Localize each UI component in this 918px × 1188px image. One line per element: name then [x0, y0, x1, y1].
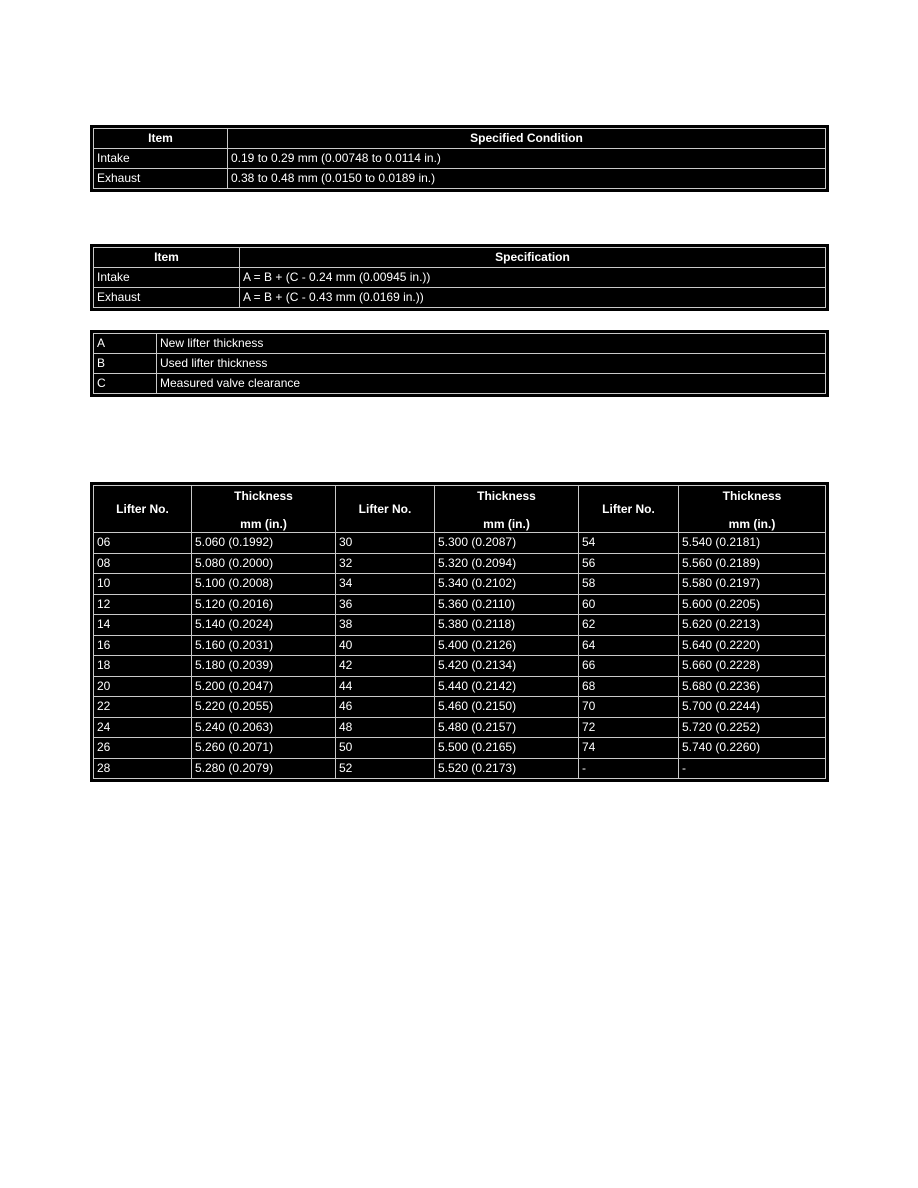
lifter-formula-table: [90, 244, 829, 311]
table-row: [94, 717, 826, 738]
column-header-lifter-no: Lifter No.: [579, 486, 679, 533]
formula-legend-table: [90, 330, 829, 397]
table-cell: A: [94, 334, 157, 354]
thickness-cell: 5.140 (0.2024): [192, 615, 336, 636]
table-cell: Exhaust: [94, 288, 240, 308]
lifter-no-cell: 42: [336, 656, 435, 677]
table-row: [94, 288, 826, 308]
lifter-no-cell: 26: [94, 738, 192, 759]
thickness-cell: -: [679, 758, 826, 779]
table-row: [94, 656, 826, 677]
lifter-table-body: [94, 533, 826, 779]
thickness-cell: 5.420 (0.2134): [435, 656, 579, 677]
thickness-cell: 5.640 (0.2220): [679, 635, 826, 656]
lifter-no-cell: 74: [579, 738, 679, 759]
thickness-cell: 5.520 (0.2173): [435, 758, 579, 779]
thickness-label: Thickness: [477, 489, 536, 503]
table-row: [94, 354, 826, 374]
thickness-cell: 5.360 (0.2110): [435, 594, 579, 615]
thickness-cell: 5.700 (0.2244): [679, 697, 826, 718]
thickness-unit: mm (in.): [728, 517, 776, 531]
column-header: Specified Condition: [228, 129, 826, 149]
lifter-no-cell: 56: [579, 553, 679, 574]
thickness-cell: 5.580 (0.2197): [679, 574, 826, 595]
lifter-no-cell: 10: [94, 574, 192, 595]
thickness-cell: 5.600 (0.2205): [679, 594, 826, 615]
table-row: [94, 615, 826, 636]
thickness-cell: 5.560 (0.2189): [679, 553, 826, 574]
lifter-no-cell: 32: [336, 553, 435, 574]
table-cell: 0.19 to 0.29 mm (0.00748 to 0.0114 in.): [228, 149, 826, 169]
table-cell: A = B + (C - 0.43 mm (0.0169 in.)): [240, 288, 826, 308]
column-header-lifter-no: Lifter No.: [94, 486, 192, 533]
table-row: [94, 738, 826, 759]
lifter-no-cell: 38: [336, 615, 435, 636]
lifter-no-cell: 58: [579, 574, 679, 595]
lifter-no-cell: 68: [579, 676, 679, 697]
lifter-no-cell: 16: [94, 635, 192, 656]
thickness-cell: 5.300 (0.2087): [435, 533, 579, 554]
column-header-thickness: [435, 486, 579, 533]
thickness-cell: 5.480 (0.2157): [435, 717, 579, 738]
lifter-no-cell: 14: [94, 615, 192, 636]
thickness-cell: 5.160 (0.2031): [192, 635, 336, 656]
thickness-cell: 5.660 (0.2228): [679, 656, 826, 677]
thickness-label: Thickness: [234, 489, 293, 503]
thickness-cell: 5.680 (0.2236): [679, 676, 826, 697]
lifter-no-cell: 24: [94, 717, 192, 738]
thickness-cell: 5.120 (0.2016): [192, 594, 336, 615]
lifter-thickness-table: [90, 482, 829, 782]
table-row: [94, 334, 826, 354]
table-cell: B: [94, 354, 157, 374]
table-row: [94, 553, 826, 574]
table-row: [94, 574, 826, 595]
thickness-cell: 5.200 (0.2047): [192, 676, 336, 697]
lifter-no-cell: 46: [336, 697, 435, 718]
lifter-no-cell: 20: [94, 676, 192, 697]
lifter-no-cell: -: [579, 758, 679, 779]
lifter-no-cell: 60: [579, 594, 679, 615]
thickness-cell: 5.260 (0.2071): [192, 738, 336, 759]
table-cell: C: [94, 374, 157, 394]
table-row: [94, 697, 826, 718]
column-header-thickness: [679, 486, 826, 533]
thickness-cell: 5.320 (0.2094): [435, 553, 579, 574]
thickness-cell: 5.240 (0.2063): [192, 717, 336, 738]
lifter-no-cell: 22: [94, 697, 192, 718]
thickness-unit: mm (in.): [240, 517, 287, 531]
lifter-no-cell: 66: [579, 656, 679, 677]
lifter-no-cell: 36: [336, 594, 435, 615]
lifter-no-cell: 48: [336, 717, 435, 738]
column-header: Item: [94, 248, 240, 268]
table-row: [94, 268, 826, 288]
lifter-no-cell: 54: [579, 533, 679, 554]
thickness-cell: 5.340 (0.2102): [435, 574, 579, 595]
thickness-cell: 5.460 (0.2150): [435, 697, 579, 718]
lifter-no-cell: 70: [579, 697, 679, 718]
table-cell: Intake: [94, 149, 228, 169]
table-header-row: [94, 486, 826, 533]
lifter-no-cell: 44: [336, 676, 435, 697]
table-row: [94, 594, 826, 615]
valve-clearance-table: [90, 125, 829, 192]
table-row: [94, 149, 826, 169]
table-row: [94, 676, 826, 697]
thickness-cell: 5.620 (0.2213): [679, 615, 826, 636]
lifter-no-cell: 34: [336, 574, 435, 595]
column-header-lifter-no: Lifter No.: [336, 486, 435, 533]
thickness-cell: 5.100 (0.2008): [192, 574, 336, 595]
column-header-thickness: [192, 486, 336, 533]
thickness-cell: 5.740 (0.2260): [679, 738, 826, 759]
thickness-cell: 5.080 (0.2000): [192, 553, 336, 574]
lifter-no-cell: 64: [579, 635, 679, 656]
thickness-cell: 5.400 (0.2126): [435, 635, 579, 656]
table-cell: Measured valve clearance: [157, 374, 826, 394]
thickness-cell: 5.500 (0.2165): [435, 738, 579, 759]
lifter-no-cell: 50: [336, 738, 435, 759]
table-cell: 0.38 to 0.48 mm (0.0150 to 0.0189 in.): [228, 169, 826, 189]
column-header: Item: [94, 129, 228, 149]
lifter-no-cell: 40: [336, 635, 435, 656]
table-cell: New lifter thickness: [157, 334, 826, 354]
lifter-no-cell: 12: [94, 594, 192, 615]
table-cell: Exhaust: [94, 169, 228, 189]
lifter-no-cell: 30: [336, 533, 435, 554]
lifter-no-cell: 18: [94, 656, 192, 677]
lifter-no-cell: 08: [94, 553, 192, 574]
thickness-cell: 5.280 (0.2079): [192, 758, 336, 779]
lifter-no-cell: 06: [94, 533, 192, 554]
thickness-label: Thickness: [722, 489, 782, 503]
thickness-cell: 5.380 (0.2118): [435, 615, 579, 636]
table-row: [94, 758, 826, 779]
lifter-no-cell: 62: [579, 615, 679, 636]
table-cell: Intake: [94, 268, 240, 288]
lifter-no-cell: 52: [336, 758, 435, 779]
table-row: [94, 169, 826, 189]
thickness-cell: 5.180 (0.2039): [192, 656, 336, 677]
column-header: Specification: [240, 248, 826, 268]
thickness-cell: 5.220 (0.2055): [192, 697, 336, 718]
lifter-no-cell: 28: [94, 758, 192, 779]
table-cell: A = B + (C - 0.24 mm (0.00945 in.)): [240, 268, 826, 288]
table-row: [94, 635, 826, 656]
thickness-unit: mm (in.): [483, 517, 530, 531]
thickness-cell: 5.440 (0.2142): [435, 676, 579, 697]
table-header-row: [94, 129, 826, 149]
lifter-no-cell: 72: [579, 717, 679, 738]
table-row: [94, 374, 826, 394]
thickness-cell: 5.540 (0.2181): [679, 533, 826, 554]
table-row: [94, 533, 826, 554]
thickness-cell: 5.060 (0.1992): [192, 533, 336, 554]
table-cell: Used lifter thickness: [157, 354, 826, 374]
thickness-cell: 5.720 (0.2252): [679, 717, 826, 738]
table-header-row: [94, 248, 826, 268]
